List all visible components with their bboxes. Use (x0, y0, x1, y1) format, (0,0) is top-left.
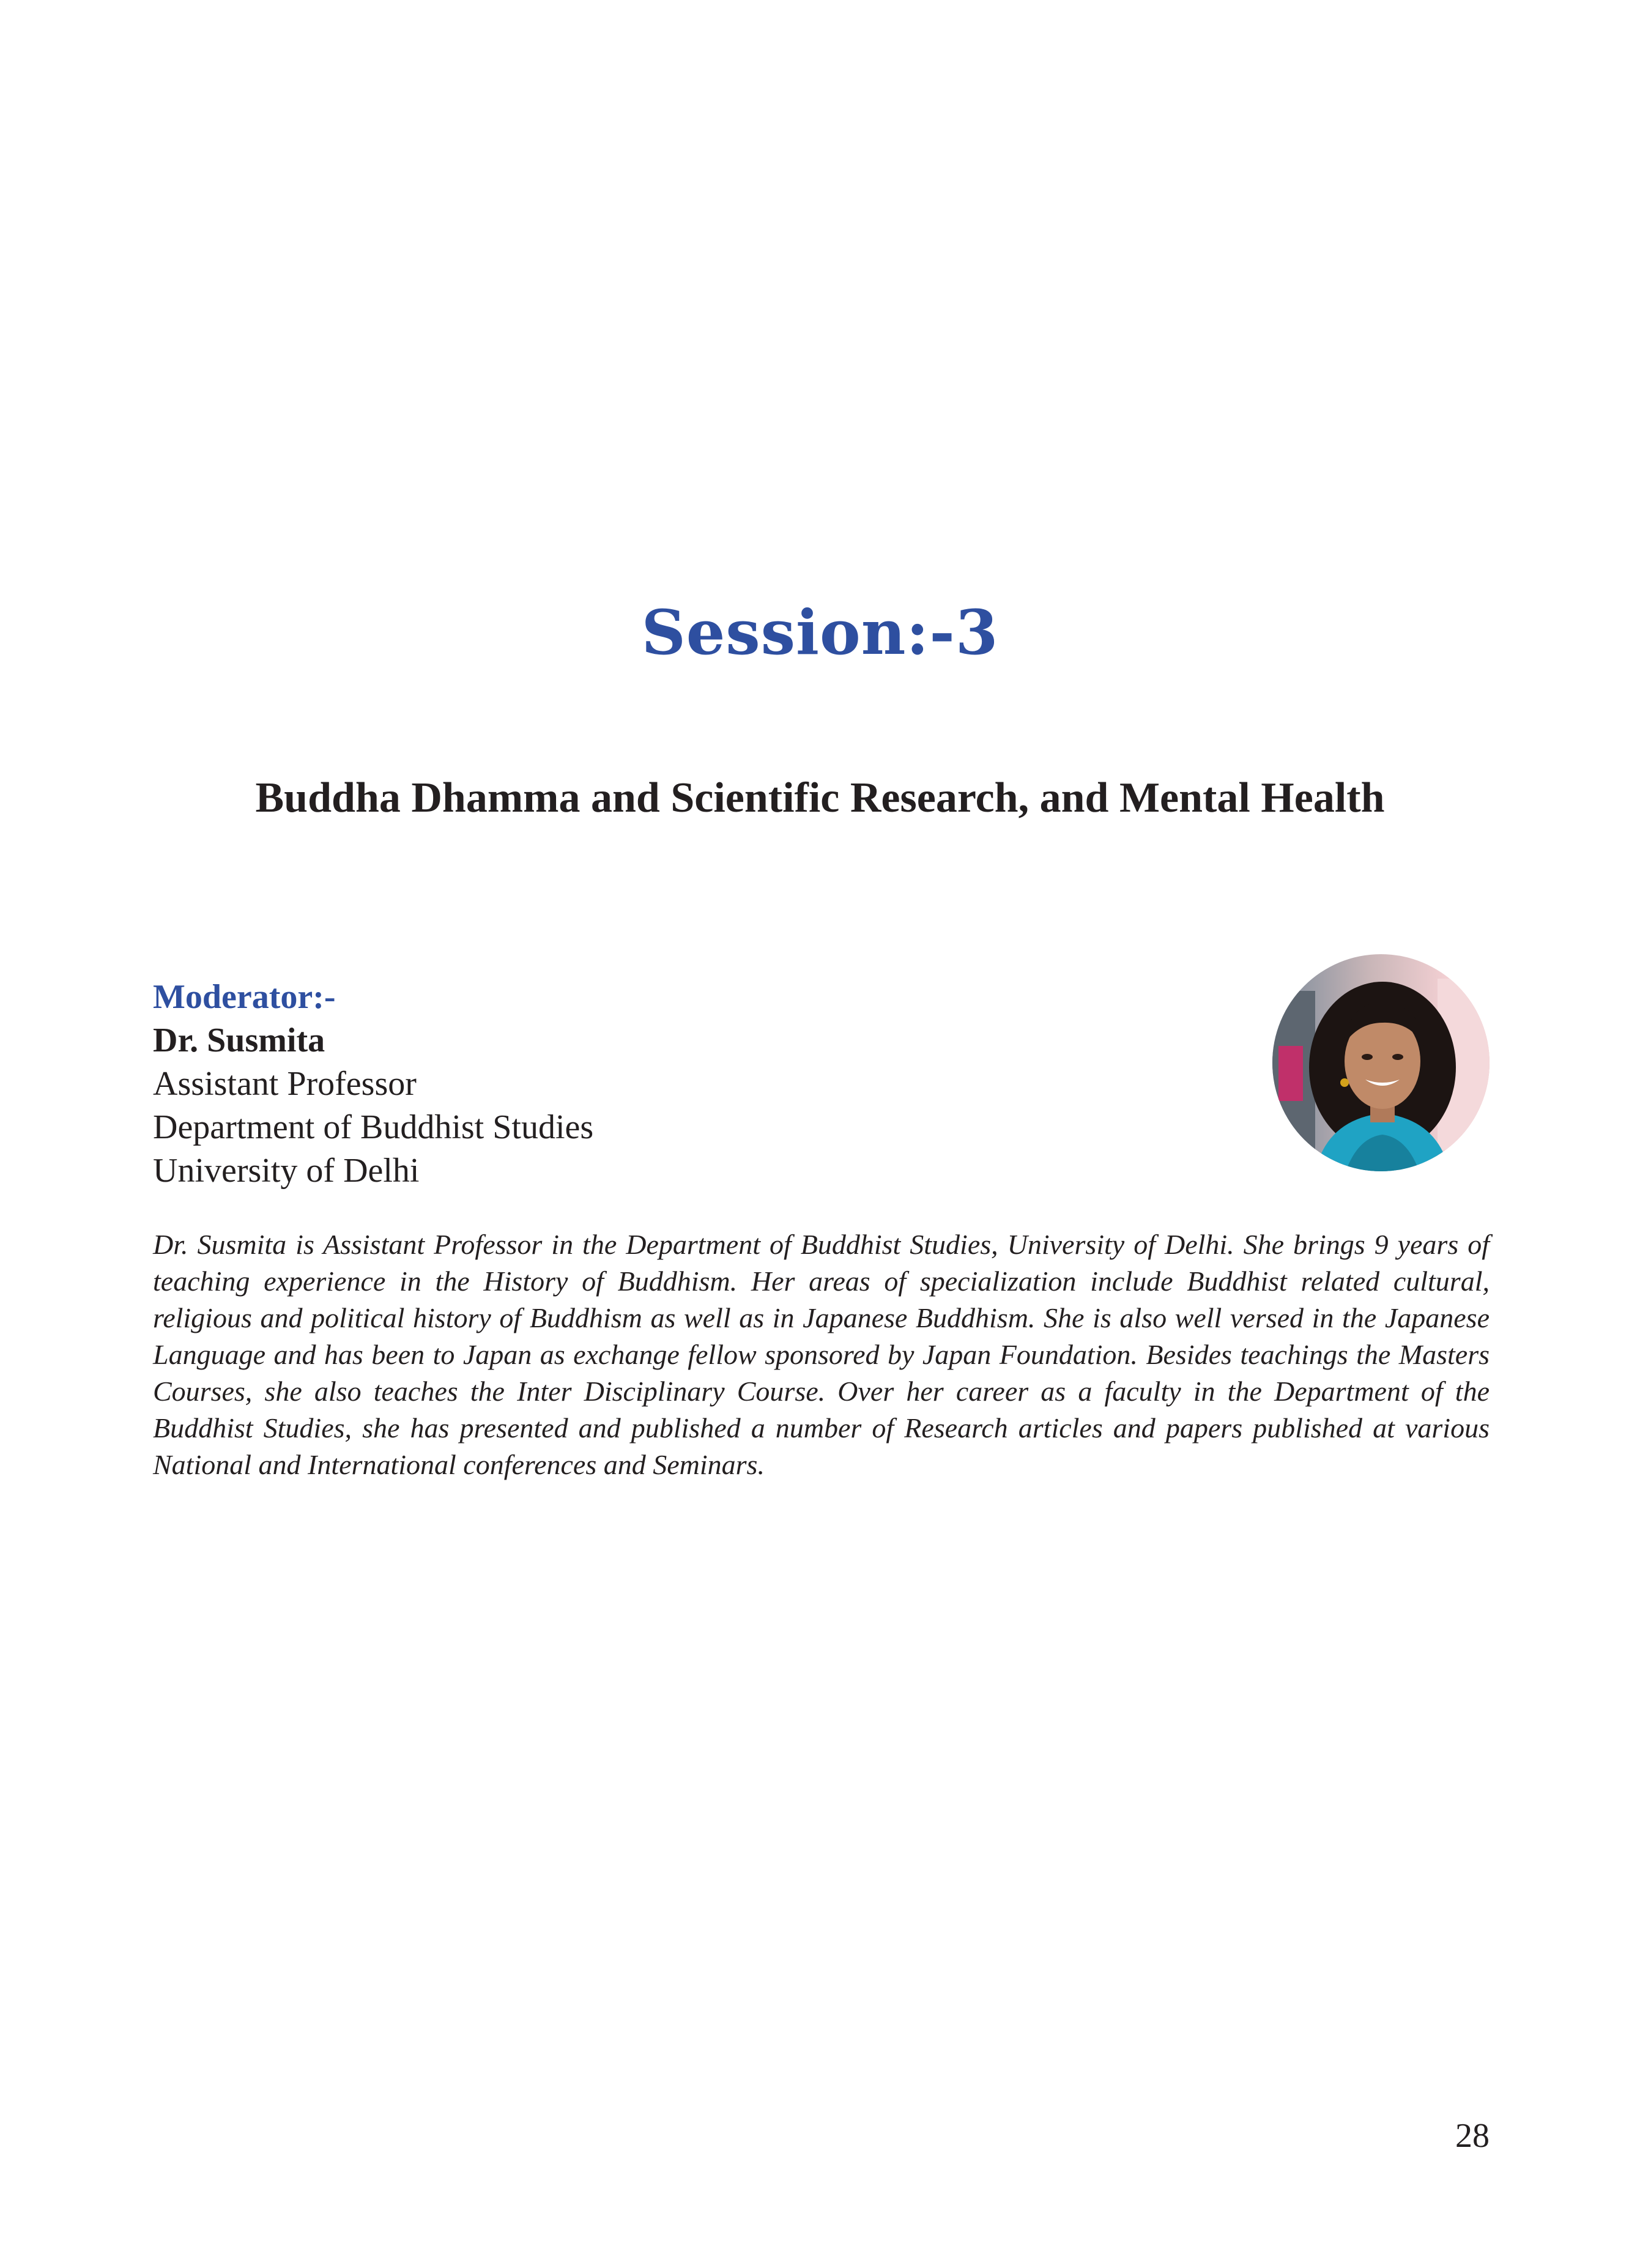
moderator-designation: Assistant Professor (153, 1065, 417, 1103)
moderator-bio: Dr. Susmita is Assistant Professor in the Department of Buddhist Studies, University of Delhi. She brings 9 years of teaching experience in the History of Buddhism. Her areas of specialization include Buddhist related cultural, religious and political history of Buddhism as well as in Japanese Buddhism. She is also well versed in the Japanese Language and has been to Japan as exchange fellow sponsored by Japan Foundation. Besides teachings the Masters Courses, she also teaches the Inter Disciplinary Course. Over her career as a faculty in the Department of the Buddhist Studies, she has presented and published a number of Research articles and papers published at various National and International conferences and Seminars. (153, 1229, 1490, 1480)
moderator-photo (1272, 954, 1490, 1171)
moderator-department: Department of Buddhist Studies (153, 1108, 594, 1146)
moderator-university: University of Delhi (153, 1152, 420, 1190)
session-subtitle: Buddha Dhamma and Scientific Research, and Mental Health (255, 774, 1385, 821)
session-title: Session:-3 (641, 596, 999, 669)
moderator-name: Dr. Susmita (153, 1021, 325, 1059)
moderator-label: Moderator:- (153, 978, 336, 1016)
moderator-block (153, 976, 1070, 1193)
page-number: 28 (1455, 2117, 1490, 2155)
